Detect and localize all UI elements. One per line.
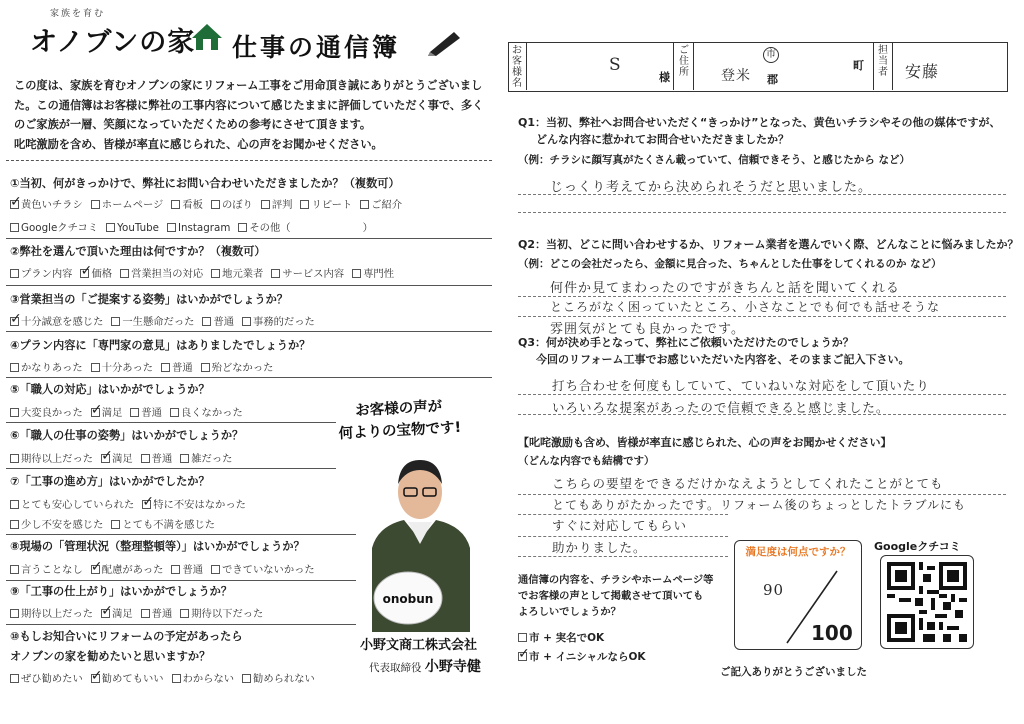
- option-label: 満足: [112, 608, 133, 620]
- option[interactable]: [238, 219, 373, 234]
- consent-option-initial[interactable]: ✓市 + イニシャルならOK: [518, 649, 646, 664]
- option-label: 十分誠意を感じた: [21, 316, 104, 328]
- president-photo: [364, 448, 474, 632]
- checkbox-checked[interactable]: [10, 200, 19, 209]
- q1-answer: じっくり考えてから決められそうだと思いました。: [550, 180, 873, 195]
- checkbox[interactable]: [180, 454, 189, 463]
- checkbox-checked[interactable]: [91, 674, 100, 683]
- divider: [6, 238, 492, 239]
- option[interactable]: [10, 219, 98, 234]
- satisfaction-title: 満足度は何点ですか？: [745, 546, 851, 558]
- q4-answer-line-3: すぐに対応してもらい: [552, 518, 688, 533]
- option-label: 普通: [151, 453, 173, 465]
- option[interactable]: [80, 265, 112, 280]
- checkbox-checked[interactable]: [518, 652, 527, 661]
- question-4-options: [10, 359, 281, 374]
- checkbox[interactable]: [271, 269, 280, 278]
- option[interactable]: [170, 404, 243, 419]
- option-label: サービス内容: [282, 268, 345, 280]
- checkbox[interactable]: [518, 633, 527, 642]
- question-1-options-row-1: [10, 196, 410, 211]
- option-label: のぼり: [221, 199, 253, 211]
- option[interactable]: [141, 605, 173, 620]
- option-label: 一生懸命だった: [122, 316, 195, 328]
- company-name: 小野文商工株式会社: [360, 638, 478, 653]
- option-label: 雑だった: [191, 453, 233, 465]
- divider: [6, 580, 356, 581]
- question-7-options-row-1: [10, 496, 254, 511]
- option[interactable]: [106, 222, 159, 234]
- option-label: 普通: [213, 316, 235, 328]
- option[interactable]: [161, 359, 193, 374]
- option-label: リピート: [311, 199, 353, 211]
- checkbox[interactable]: [10, 454, 19, 463]
- q4-answer-line-1: こちらの要望をできるだけかなえようとしてくれたことがとても: [552, 476, 944, 491]
- option-label: 事務的だった: [253, 316, 315, 328]
- option-label: Instagram: [177, 222, 231, 234]
- option-label: 期待以上だった: [21, 608, 94, 620]
- option[interactable]: [10, 561, 83, 576]
- satisfaction-max: 100: [811, 621, 853, 645]
- question-8-options: [10, 561, 323, 576]
- city-circle: 市: [763, 47, 779, 63]
- checkbox[interactable]: [141, 454, 150, 463]
- staff-label-cell: 担当者: [873, 43, 893, 90]
- checkbox[interactable]: [201, 363, 210, 372]
- option[interactable]: [211, 561, 315, 576]
- option-label: 大変良かった: [21, 407, 83, 419]
- option[interactable]: [172, 670, 234, 685]
- google-review-label: Googleクチコミ: [874, 540, 961, 553]
- option-label: わからない: [182, 673, 235, 685]
- option-label: 十分あった: [101, 362, 154, 374]
- answer-line: [518, 194, 1006, 195]
- option[interactable]: [10, 359, 83, 374]
- question-1-options-row-2: [10, 219, 381, 234]
- option-label: 期待以上だった: [21, 453, 94, 465]
- checkbox[interactable]: [352, 269, 361, 278]
- pencil-icon: [426, 30, 462, 56]
- checkbox[interactable]: [120, 269, 129, 278]
- option-label: 勧めてもいい: [101, 673, 164, 685]
- option[interactable]: [201, 359, 274, 374]
- option[interactable]: [300, 196, 352, 211]
- satisfaction-box: [734, 540, 862, 650]
- divider: [6, 624, 356, 625]
- option-label: 普通: [182, 564, 204, 576]
- checkbox-checked[interactable]: [101, 454, 110, 463]
- checkbox[interactable]: [10, 609, 19, 618]
- answer-line: [518, 414, 1006, 415]
- consent-question: 通信簿の内容を、チラシやホームページ等 でお客様の声として掲載させて頂いても よろしいでしょうか？: [518, 574, 714, 618]
- option[interactable]: [101, 605, 133, 620]
- q4-answer-line-4: 助かりました。: [552, 540, 647, 555]
- checkbox-checked[interactable]: [101, 609, 110, 618]
- option-label: その他（ ）: [249, 222, 373, 234]
- option[interactable]: [91, 359, 153, 374]
- question-10: ⑩もしお知合いにリフォームの予定があったら: [10, 630, 243, 643]
- option-label: プラン内容: [21, 268, 73, 280]
- option[interactable]: [10, 196, 83, 211]
- qr-code[interactable]: [880, 555, 974, 649]
- option[interactable]: [171, 196, 203, 211]
- option-label: 黄色いチラシ: [21, 199, 83, 211]
- checkbox[interactable]: [130, 408, 139, 417]
- customer-name: S: [609, 55, 622, 75]
- intro-text: この度は、家族を育むオノブンの家にリフォーム工事をご用命頂き誠にありがとうございまし た。この通信簿はお客様に弊社の工事内容について感じたままに評価していただく事で、多く のご家族が一層、笑顔になっていただくための参考にさせて頂きます。 叱咤激励を含め、皆様が率直に感じられた、心の声をお聞かせください。: [14, 79, 484, 151]
- q3-text: Q3：何が決め手となって、弊社にご依頼いただけたのでしょうか？: [518, 336, 854, 349]
- option[interactable]: [10, 450, 93, 465]
- checkbox[interactable]: [172, 674, 181, 683]
- gun-label: 郡: [767, 73, 778, 86]
- option-label: ご紹介: [371, 199, 403, 211]
- q1-example: （例：チラシに顔写真がたくさん載っていて、信頼できそう、と感じたから など）: [518, 154, 910, 166]
- divider: [6, 331, 492, 332]
- brand-tag: 家族を育む: [50, 9, 106, 19]
- option[interactable]: [10, 496, 134, 511]
- q2-answer-line-3: 雰囲気がとても良かったです。: [550, 322, 745, 337]
- option-label: かなりあった: [21, 362, 83, 374]
- option-label: 満足: [101, 407, 123, 419]
- option[interactable]: [10, 670, 83, 685]
- option[interactable]: [91, 670, 164, 685]
- name-label-cell: お客様名: [509, 43, 527, 90]
- answer-line: [518, 494, 1006, 495]
- checkbox[interactable]: [180, 609, 189, 618]
- option[interactable]: [101, 450, 133, 465]
- option[interactable]: [120, 265, 203, 280]
- option-label: 専門性: [363, 268, 395, 280]
- question-7: ⑦「工事の進め方」はいかがでしたか？: [10, 475, 210, 488]
- divider: [6, 468, 336, 469]
- option-label: できていないかった: [222, 564, 315, 576]
- question-3-options: [10, 313, 323, 328]
- q3-text-line-2: 今回のリフォーム工事でお感じいただいた内容を、そのままご記入下さい。: [536, 353, 910, 366]
- divider: [6, 285, 492, 286]
- option-label: 満足: [112, 453, 133, 465]
- checkbox[interactable]: [360, 200, 369, 209]
- option[interactable]: [111, 313, 194, 328]
- divider: [6, 422, 336, 423]
- checkbox-checked[interactable]: [142, 500, 151, 509]
- option-label: 普通: [141, 407, 162, 419]
- question-6-options: [10, 450, 240, 465]
- answer-line: [518, 514, 728, 515]
- satisfaction-score: 90: [763, 581, 785, 599]
- q2-text: Q2：当初、どこに問い合わせするか、リフォーム業者を選んでいく際、どんなことに悩みましたか？: [518, 238, 1019, 251]
- question-1: ①当初、何がきっかけで、弊社にお問い合わせいただきましたか？（複数可）: [10, 177, 400, 190]
- divider: [6, 377, 492, 378]
- sama-suffix: 様: [659, 71, 670, 84]
- checkbox[interactable]: [10, 363, 19, 372]
- question-9: ⑨「工事の仕上がり」はいかがでしょうか？: [10, 585, 233, 598]
- checkbox[interactable]: [242, 317, 251, 326]
- option[interactable]: [180, 450, 232, 465]
- option-label: YouTube: [117, 222, 159, 234]
- option[interactable]: [130, 404, 162, 419]
- option-label: 殆どなかった: [211, 362, 274, 374]
- thanks-message: ご記入ありがとうございました: [720, 666, 867, 678]
- checkbox[interactable]: [211, 200, 220, 209]
- q4-text-line-2: （どんな内容でも結構です）: [518, 455, 655, 467]
- checkbox-checked[interactable]: [10, 317, 19, 326]
- option-label: 看板: [182, 199, 203, 211]
- voice-slogan: お客様の声が 何よりの宝物です!: [338, 398, 462, 443]
- address-label-cell: ご住所: [674, 43, 694, 90]
- checkbox[interactable]: [238, 223, 247, 232]
- option-label: 特に不安はなかった: [153, 499, 246, 511]
- qr-code-graphic: [887, 562, 967, 642]
- question-5-options: [10, 404, 251, 419]
- staff-name: 安藤: [905, 62, 940, 81]
- answer-line: [518, 556, 728, 557]
- checkbox[interactable]: [91, 363, 100, 372]
- question-10-line-2: オノブンの家を勧めたいと思いますか？: [10, 650, 211, 663]
- checkbox[interactable]: [211, 269, 220, 278]
- question-7-options-row-2: [10, 516, 223, 531]
- q1-text: Q1：当初、弊社へお問合せいただく“きっかけ”となった、黄色いチラシやその他の媒体ですが、: [518, 116, 1001, 129]
- brand-logo: オノブンの家: [30, 27, 196, 58]
- option[interactable]: [271, 265, 344, 280]
- option-label: 言うことなし: [21, 564, 83, 576]
- q4-answer-line-2: とてもありがたかったです。リフォーム後のちょっとしたトラブルにも: [552, 498, 966, 512]
- option[interactable]: [352, 265, 394, 280]
- question-3: ③営業担当の「ご提案する姿勢」はいかがでしょうか？: [10, 293, 288, 306]
- option-label: ぜひ勧めたい: [21, 673, 83, 685]
- option-label: 営業担当の対応: [131, 268, 204, 280]
- option[interactable]: [111, 516, 215, 531]
- checkbox[interactable]: [106, 223, 115, 232]
- option[interactable]: [202, 313, 234, 328]
- question-4: ④プラン内容に「専門家の意見」はありましたでしょうか？: [10, 339, 311, 352]
- option[interactable]: [211, 265, 263, 280]
- checkbox[interactable]: [10, 674, 19, 683]
- checkbox[interactable]: [300, 200, 309, 209]
- option[interactable]: [10, 516, 103, 531]
- checkbox-checked[interactable]: [91, 565, 100, 574]
- option-label: 評判: [271, 199, 293, 211]
- q3-answer-line-1: 打ち合わせを何度もしていて、ていねいな対応をして頂いたり: [552, 378, 930, 393]
- q4-text: 【叱咤激励も含め、皆様が率直に感じられた、心の声をお聞かせください】: [518, 436, 892, 449]
- option[interactable]: [142, 496, 246, 511]
- checkbox[interactable]: [111, 317, 120, 326]
- option[interactable]: [211, 196, 253, 211]
- checkbox[interactable]: [10, 520, 19, 529]
- option-label: Googleクチコミ: [21, 222, 99, 234]
- option-label: 価格: [91, 268, 113, 280]
- checkbox[interactable]: [141, 609, 150, 618]
- checkbox[interactable]: [10, 269, 19, 278]
- option-label: 少し不安を感じた: [21, 519, 104, 531]
- option-label: とても安心していられた: [21, 499, 135, 511]
- question-5: ⑤「職人の対応」はいかがでしょうか？: [10, 383, 210, 396]
- option[interactable]: [171, 561, 203, 576]
- option[interactable]: [91, 404, 123, 419]
- checkbox[interactable]: [111, 520, 120, 529]
- option[interactable]: [242, 670, 315, 685]
- answer-line: [518, 212, 1006, 213]
- option-label: 普通: [151, 608, 173, 620]
- checkbox[interactable]: [10, 223, 19, 232]
- checkbox[interactable]: [242, 674, 251, 683]
- question-8: ⑧現場の「管理状況（整理整頓等）」はいかがでしょうか？: [10, 540, 305, 553]
- checkbox[interactable]: [91, 200, 100, 209]
- option-label: 配慮があった: [101, 564, 164, 576]
- option-label: 期待以下だった: [191, 608, 264, 620]
- checkbox[interactable]: [211, 565, 220, 574]
- option-label: とても不满を感じた: [122, 519, 216, 531]
- option[interactable]: [91, 196, 164, 211]
- q2-example: （例：どこの会社だったら、金額に見合った、ちゃんとした仕事をしてくれるのか など）: [518, 258, 942, 270]
- checkbox[interactable]: [171, 200, 180, 209]
- option[interactable]: [91, 561, 164, 576]
- consent-option-realname[interactable]: 市 + 実名でOK: [518, 630, 604, 645]
- answer-line: [518, 394, 1006, 395]
- checkbox[interactable]: [10, 565, 19, 574]
- divider: [6, 534, 356, 535]
- checkbox[interactable]: [10, 500, 19, 509]
- checkbox[interactable]: [167, 223, 176, 232]
- question-2: ②弊社を選んで頂いた理由は何ですか？（複数可）: [10, 245, 266, 258]
- option[interactable]: [10, 265, 72, 280]
- question-10-options: [10, 670, 323, 685]
- divider: [6, 160, 492, 161]
- q2-answer-line-2: ところがなく困っていたところ、小さなことでも何でも話せそうな: [550, 300, 941, 314]
- answer-line: [518, 536, 728, 537]
- checkbox[interactable]: [161, 363, 170, 372]
- option[interactable]: [10, 605, 93, 620]
- option[interactable]: [10, 404, 83, 419]
- checkbox-checked[interactable]: [91, 408, 100, 417]
- option-label: 良くなかった: [180, 407, 243, 419]
- answer-line: [518, 296, 1006, 297]
- checkbox-checked[interactable]: [80, 269, 89, 278]
- address-city: 登米: [721, 68, 751, 84]
- question-2-options: [10, 265, 402, 280]
- option-label: 地元業者: [222, 268, 264, 280]
- q2-answer-line-1: 何件か見てまわったのですがきちんと話を聞いてくれる: [550, 281, 900, 296]
- checkbox[interactable]: [261, 200, 270, 209]
- customer-info-box: [508, 42, 1008, 92]
- option[interactable]: [360, 196, 402, 211]
- option[interactable]: [167, 222, 230, 234]
- machi-label: 町: [853, 59, 864, 72]
- option[interactable]: [242, 313, 315, 328]
- helmet-logo: onobun: [382, 592, 434, 606]
- q1-text-line-2: どんな内容に惹かれてお問合せいただきましたか？: [536, 133, 789, 146]
- house-icon: [190, 22, 224, 52]
- option-label: ホームページ: [101, 199, 164, 211]
- page-title: 仕事の通信簿: [232, 33, 401, 62]
- option[interactable]: [10, 313, 103, 328]
- option[interactable]: [141, 450, 173, 465]
- question-9-options: [10, 605, 271, 620]
- question-6: ⑥「職人の仕事の姿勢」はいかがでしょうか？: [10, 429, 244, 442]
- checkbox[interactable]: [202, 317, 211, 326]
- option[interactable]: [261, 196, 293, 211]
- option-label: 普通: [172, 362, 193, 374]
- option[interactable]: [180, 605, 263, 620]
- checkbox[interactable]: [171, 565, 180, 574]
- q3-answer-line-2: いろいろな提案があったので信頼できると感じました。: [552, 400, 890, 415]
- representative: 代表取締役 小野寺健: [369, 659, 481, 675]
- option-label: 勧められない: [253, 673, 315, 685]
- checkbox[interactable]: [170, 408, 179, 417]
- checkbox[interactable]: [10, 408, 19, 417]
- answer-line: [518, 316, 1006, 317]
